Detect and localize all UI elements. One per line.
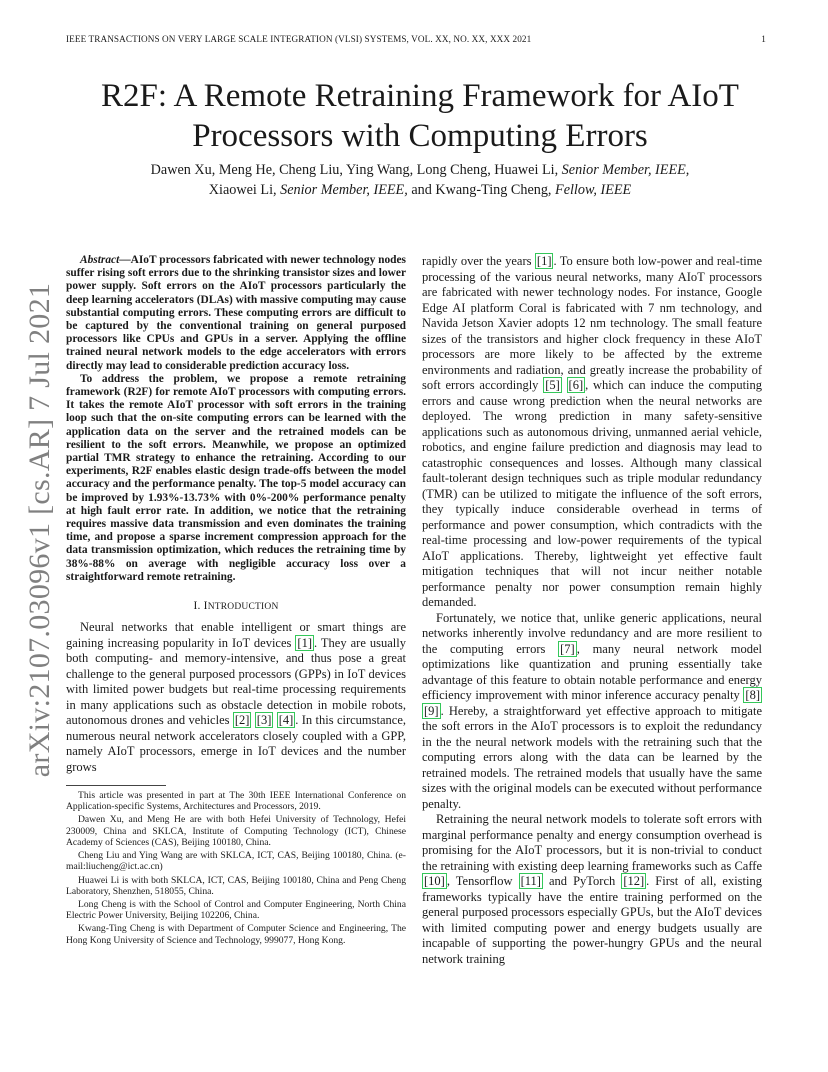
text-run: Fortunately, we notice that, unlike generic applications, neural networks inherently involve redundancy and are more resilient to the computing errors [422,610,762,656]
paper-title [60,76,780,156]
citation-link[interactable]: [1] [536,254,552,268]
abstract-paragraph-2: To address the problem, we propose a remote retraining framework (R2F) for remote AIoT processors with computing errors. It takes the remote AIoT processor with soft errors in the training loop such that the on-site computing errors can be learned with the application data on the server and the retrained models can be resilient to the soft errors. Meanwhile, we propose an optimized partial TMR strategy to enhance the retraining. According to our experiments, R2F enables elastic design trade-offs between the model accuracy and the performance penalty. The top-5 model accuracy can be improved by 1.93%-13.73% with 0%-200% performance penalty at high fault error rate. In addition, we notice that the retraining requires massive data transmission and even dominates the training time, and propose a sparse increment compression approach for the data transmission optimization, which reduces the retraining time by 38%-88% on average with negligible accuracy loss over a straightforward remote retraining. [66,372,406,583]
footnote: Cheng Liu and Ying Wang are with SKLCA, ICT, CAS, Beijing 100180, China. (e-mail:liucheng@ict.ac.cn) [66,850,406,873]
section-title-rest: NTRODUCTION [207,602,279,613]
section-heading-introduction [66,600,406,612]
authors-names-1: Dawen Xu, Meng He, Cheng Liu, Ying Wang, Long Cheng, Huawei Li, [150,162,562,178]
author-role-1: Senior Member, IEEE, [561,162,690,178]
abstract-label: Abstract [80,254,120,266]
authors-names-2: Xiaowei Li, [208,182,281,198]
title-line-2: Processors with Computing Errors [192,118,648,154]
author-role-2: Senior Member, IEEE, [280,182,408,198]
text-run: , Tensorflow [446,874,519,888]
right-column [422,254,762,967]
intro-paragraph-3 [422,812,762,967]
author-line-1 [80,160,760,180]
text-run: . To ensure both low-power and real-time processing of the various neural networks, many AIoT processors are fabricated with newer technology nodes. For instance, Google Edge AI platform Coral is fabricated with 7 nm technology, and Navida Jetson Xavier adopts 12 nm technology. The small feature sizes of the transistors and higher clock frequency in these AIoT processors are more likely to be affected by the extreme environments and radiation, and greatly increase the probability of soft errors accordingly [422,254,762,392]
citation-link[interactable]: [2] [234,713,250,728]
footnote: This article was presented in part at The 30th IEEE International Conference on Application-specific Systems, Architectures and Processors, 2019. [66,790,406,813]
footnote: Kwang-Ting Cheng is with Department of Computer Science and Engineering, The Hong Kong University of Science and Technology, 999077, Hong Kong. [66,923,406,946]
section-title-initial: I [203,600,208,613]
citation-link[interactable]: [10] [424,874,445,888]
journal-header: IEEE TRANSACTIONS ON VERY LARGE SCALE INTEGRATION (VLSI) SYSTEMS, VOL. XX, NO. XX, XXX 2021 [66,34,532,44]
footnotes [66,790,406,946]
citation-link[interactable]: [4] [278,713,294,728]
citation-link[interactable]: [6] [568,378,584,392]
author-role-3: Fellow, IEEE [555,182,632,198]
text-run: . They are usually both computing- and memory-intensive, and thus pose a great challenge to the general purposed processors (GPPs) in IoT devices with limited power budgets but real-time processing requirements in many applications such as obstacle detection in mobile robots, autonomous drones and vehicles [66,635,406,728]
arxiv-stamp: arXiv:2107.03096v1 [cs.AR] 7 Jul 2021 [23,282,56,778]
section-number: I. [193,600,204,613]
footnote: Dawen Xu, and Meng He are with both Hefei University of Technology, Hefei 230009, China and SKLCA, Institute of Computing Technology (ICT), Chinese Academy of Sciences (CAS), Beijing 100180, China. [66,814,406,848]
text-run: Retraining the neural network models to tolerate soft errors with marginal performance penalty and energy consumption overhead is promising for the AIoT processors, but it is non-trivial to conduct the retraining with existing deep learning frameworks such as Caffe [422,812,762,873]
text-run: rapidly over the years [422,254,535,268]
text-run: , which can induce the computing errors and cause wrong prediction when the neural networks are deployed. The wrong prediction in many safety-sensitive applications such as autonomous driving, unmanned aerial vehicle, robotics, and engine failure prediction and diagnosis may lead to catastrophic consequences and losses. Although many classical fault-tolerant design techniques such as triple modular redundancy (TMR) can be utilized to mitigate the influence of the soft errors, they typically induce considerable overhead in terms of performance and power consumption, which contradicts with the real-time processing and low-power requirements of the typical AIoT applications. Thereby, lightweight yet effective fault mitigation techniques that will not incur neither notable performance penalty nor power consumption remain highly demanded. [422,378,763,609]
text-run: . In this circumstance, numerous neural network accelerators closely coupled with a GPP, namely AIoT processors, emerge in IoT devices and the number grows [66,713,407,774]
running-header [66,34,766,44]
abstract-text-1: —AIoT processors fabricated with newer technology nodes suffer rising soft errors due to the shrinking transistor sizes and lower power supply. Soft errors on the AIoT processors particularly the deep learning accelerators (DLAs) with massive computing may cause substantial computing errors. These computing errors are difficult to be captured by the conventional training on general purposed processors like CPUs and GPUs in a server. Applying the offline trained neural network models to the edge accelerators with errors directly may lead to considerable prediction accuracy loss. [66,254,406,372]
left-column [66,254,406,948]
text-run: and PyTorch [542,874,622,888]
author-list [80,160,760,200]
citation-link[interactable]: [1] [297,635,312,650]
intro-paragraph-1 [66,620,406,775]
page-number: 1 [761,34,766,44]
author-line-2 [80,180,760,200]
intro-paragraph-2 [422,611,762,813]
citation-link[interactable]: [11] [520,874,541,888]
footnote-divider [66,785,166,786]
citation-link[interactable]: [7] [560,641,575,656]
text-run: . First of all, existing frameworks typically have the entire training performed on the general purposed processors especially GPUs, but the AIoT devices with limited computing power and energy budgets usually are incapable of supporting the power-hungry GPUs and the neural network training [422,874,762,966]
citation-link[interactable]: [8] [745,688,760,702]
citation-link[interactable]: [12] [623,874,645,888]
footnote: Long Cheng is with the School of Control and Computer Engineering, North China Electric Power University, Beijing 102206, China. [66,898,406,922]
text-run: Neural networks that enable intelligent or smart things are gaining increasing popularity in IoT devices [66,620,406,650]
footnote: Huawei Li is with both SKLCA, ICT, CAS, Beijing 100180, China and Peng Cheng Laboratory, Shenzhen, 518055, China. [66,874,406,897]
citation-link[interactable]: [9] [424,703,439,718]
citation-link[interactable]: [3] [256,713,272,728]
text-run: . Hereby, a straightforward yet effective approach to mitigate the soft errors in the AIoT processors is to exploit the redundancy in the the neural network models with the retraining such that the computing errors along with the data can be learned by the retrained models. The retrained models that usually have the same sizes with the original models can be executed without performance penalty. [422,703,762,811]
text-run: , many neural network model optimizations like quantization and pruning essentially take advantage of this feature to obtain notable performance and energy efficiency improvement with minor inference accuracy penalty [422,641,762,702]
abstract [66,254,406,584]
authors-names-3: and Kwang-Ting Cheng, [407,182,556,198]
citation-link[interactable]: [5] [545,378,560,392]
abstract-paragraph-1 [66,254,406,373]
title-line-1: R2F: A Remote Retraining Framework for AIoT [101,78,739,114]
intro-paragraph-continued [422,254,762,611]
